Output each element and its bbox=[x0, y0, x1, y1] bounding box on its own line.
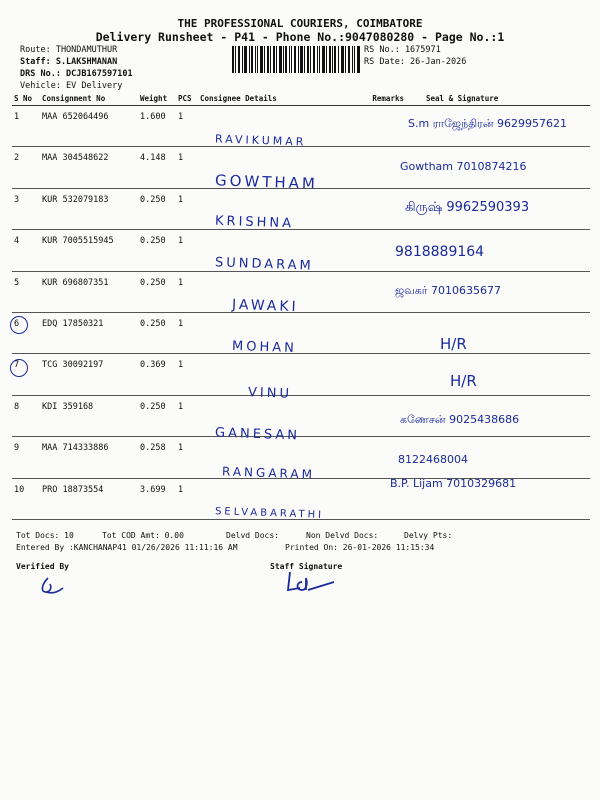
row-consignment: KUR 696807351 bbox=[40, 271, 138, 312]
circle-mark bbox=[10, 316, 28, 334]
handwritten-signature: 8122468004 bbox=[398, 453, 468, 466]
handwritten-consignee: VINU bbox=[247, 385, 293, 402]
staff-signature-scribble bbox=[282, 568, 342, 598]
col-remarks: Remarks bbox=[354, 92, 406, 106]
row-pcs: 1 bbox=[176, 106, 198, 147]
row-sno: 4 bbox=[12, 230, 40, 271]
handwritten-consignee: RAVIKUMAR bbox=[214, 132, 307, 149]
handwritten-signature: H/R bbox=[450, 372, 477, 390]
row-pcs: 1 bbox=[176, 147, 198, 188]
printed-on: Printed On: 26-01-2026 11:15:34 bbox=[285, 543, 435, 552]
col-consignment: Consignment No bbox=[40, 92, 138, 106]
col-weight: Weight bbox=[138, 92, 176, 106]
total-docs: Tot Docs: 10 bbox=[16, 531, 74, 540]
non-delivered-docs: Non Delvd Docs: bbox=[306, 531, 379, 540]
handwritten-consignee: GOWTHAM bbox=[214, 171, 319, 193]
row-pcs: 1 bbox=[176, 188, 198, 229]
row-consignment: TCG 30092197 bbox=[40, 354, 138, 395]
drs-label: DRS No.: DCJB167597101 bbox=[20, 69, 133, 79]
handwritten-consignee: KRISHNA bbox=[214, 213, 295, 232]
handwritten-signature: 9818889164 bbox=[395, 244, 485, 260]
row-sno: 6 bbox=[12, 312, 40, 353]
delivery-points: Delvy Pts: bbox=[404, 531, 453, 540]
table-header-row bbox=[12, 92, 590, 106]
row-sno: 3 bbox=[12, 188, 40, 229]
row-weight: 0.250 bbox=[138, 395, 176, 436]
row-sno: 1 bbox=[12, 106, 40, 147]
circle-mark bbox=[10, 359, 28, 377]
col-sno: S No bbox=[12, 92, 40, 106]
row-weight: 0.250 bbox=[138, 271, 176, 312]
handwritten-consignee: MOHAN bbox=[231, 338, 298, 357]
row-sno: 2 bbox=[12, 147, 40, 188]
row-sno: 9 bbox=[12, 437, 40, 478]
verified-by-label: Verified By bbox=[16, 562, 69, 571]
handwritten-consignee: SELVABARATHI bbox=[214, 506, 325, 521]
row-consignment: PRO 18873554 bbox=[40, 478, 138, 519]
row-sno: 10 bbox=[12, 478, 40, 519]
delivered-docs: Delvd Docs: bbox=[226, 531, 279, 540]
row-weight: 3.699 bbox=[138, 478, 176, 519]
col-seal-signature: Seal & Signature bbox=[406, 92, 590, 106]
row-consignment: EDQ 17850321 bbox=[40, 312, 138, 353]
row-weight: 0.250 bbox=[138, 188, 176, 229]
row-consignment: MAA 304548622 bbox=[40, 147, 138, 188]
entered-by: Entered By :KANCHANAP41 01/26/2026 11:11:16 AM bbox=[16, 543, 238, 552]
handwritten-signature: B.P. Lijam 7010329681 bbox=[390, 477, 517, 490]
rs-date: RS Date: 26-Jan-2026 bbox=[364, 57, 467, 67]
row-consignment: KUR 532079183 bbox=[40, 188, 138, 229]
handwritten-consignee: SUNDARAM bbox=[214, 255, 315, 274]
row-pcs: 1 bbox=[176, 354, 198, 395]
handwritten-consignee: JAWAKI bbox=[231, 296, 299, 316]
handwritten-signature: H/R bbox=[440, 335, 467, 353]
route-label: Route: THONDAMUTHUR bbox=[20, 45, 118, 55]
table-row bbox=[12, 312, 590, 353]
handwritten-consignee: RANGARAM bbox=[221, 464, 316, 482]
col-pcs: PCS bbox=[176, 92, 198, 106]
row-consignment: MAA 714333886 bbox=[40, 437, 138, 478]
row-sno: 8 bbox=[12, 395, 40, 436]
verified-signature-scribble bbox=[36, 574, 66, 598]
row-consignment: KUR 7005515945 bbox=[40, 230, 138, 271]
total-cod: Tot COD Amt: 0.00 bbox=[102, 531, 184, 540]
row-weight: 0.250 bbox=[138, 312, 176, 353]
handwritten-signature: S.m ராஜேந்திரன் 9629957621 bbox=[408, 117, 568, 130]
handwritten-signature: கிருஷ் 9962590393 bbox=[405, 200, 530, 215]
col-consignee: Consignee Details bbox=[198, 92, 354, 106]
row-weight: 0.369 bbox=[138, 354, 176, 395]
row-weight: 4.148 bbox=[138, 147, 176, 188]
row-pcs: 1 bbox=[176, 395, 198, 436]
runsheet-table bbox=[12, 92, 590, 520]
company-title: THE PROFESSIONAL COURIERS, COIMBATORE bbox=[177, 17, 423, 30]
handwritten-signature: Gowtham 7010874216 bbox=[400, 160, 527, 173]
row-weight: 1.600 bbox=[138, 106, 176, 147]
row-sno: 5 bbox=[12, 271, 40, 312]
rs-number: RS No.: 1675971 bbox=[364, 45, 441, 55]
row-weight: 0.250 bbox=[138, 230, 176, 271]
staff-label: Staff: S.LAKSHMANAN bbox=[20, 57, 118, 67]
row-pcs: 1 bbox=[176, 312, 198, 353]
row-pcs: 1 bbox=[176, 437, 198, 478]
handwritten-signature: ஜவகர் 7010635677 bbox=[395, 284, 501, 297]
table-row bbox=[12, 354, 590, 395]
barcode bbox=[232, 46, 360, 73]
handwritten-consignee: GANESAN bbox=[214, 425, 301, 444]
runsheet-subtitle: Delivery Runsheet - P41 - Phone No.:9047080280 - Page No.:1 bbox=[95, 30, 505, 44]
row-pcs: 1 bbox=[176, 271, 198, 312]
staff-signature-label: Staff Signature bbox=[270, 562, 343, 571]
row-pcs: 1 bbox=[176, 478, 198, 519]
handwritten-signature: கணேசன் 9025438686 bbox=[400, 413, 520, 426]
row-consignment: MAA 652064496 bbox=[40, 106, 138, 147]
row-pcs: 1 bbox=[176, 230, 198, 271]
row-consignment: KDI 359168 bbox=[40, 395, 138, 436]
row-sno: 7 bbox=[12, 354, 40, 395]
row-weight: 0.258 bbox=[138, 437, 176, 478]
vehicle-label: Vehicle: EV Delivery bbox=[20, 81, 123, 91]
